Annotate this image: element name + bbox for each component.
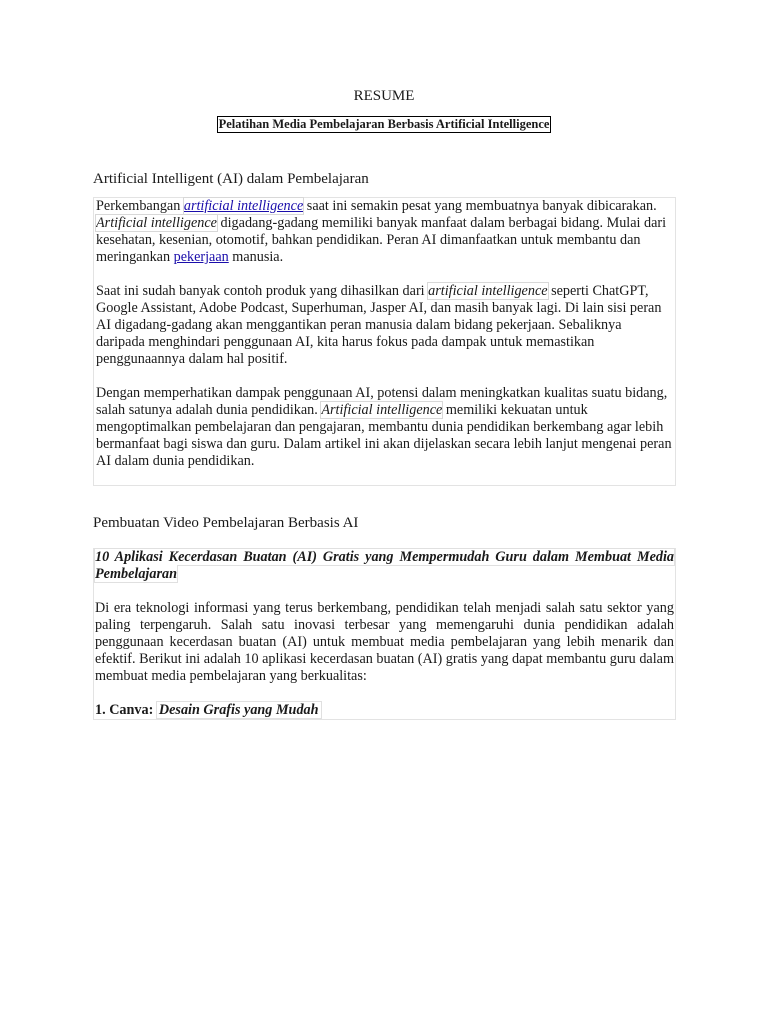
p3-text-b: memiliki kekuatan untuk mengoptimalkan pembelajaran dan pengajaran, membantu dunia pendidikan berkembang agar lebih bermanfaat bagi siswa dan guru. Dalam artikel ini akan dijelaskan secara lebih lanjut mengenai peran AI dalam dunia pendidikan. <box>96 402 672 469</box>
p2-text-b: seperti ChatGPT, Google Assistant, Adobe Podcast, Superhuman, Jasper AI, dan masih banyak lagi. Di lain sisi peran AI digadang-gadang akan menggantikan peran manusia dalam bidang pekerjaan. Sebaliknya daripada menghindari penggunaan AI, kita harus fokus pada dampak untuk memastikan penggunaannya dalam hal positif. <box>96 283 662 367</box>
p1-text-c: digadang-gadang memiliki banyak manfaat dalam berbagai bidang. Mulai dari kesehatan, kesenian, otomotif, bahkan pendidikan. Peran AI dimanfaatkan untuk membantu dan meringankan <box>96 215 667 265</box>
section1-paragraph-1 <box>96 198 673 266</box>
canva-label: 1. Canva: <box>95 702 154 718</box>
section1-paragraph-3 <box>96 385 673 470</box>
document-subtitle: Pelatihan Media Pembelajaran Berbasis Artificial Intelligence <box>218 117 550 131</box>
p1-text-b: saat ini semakin pesat yang membuatnya banyak dibicarakan. <box>303 198 657 214</box>
pekerjaan-link[interactable]: pekerjaan <box>173 249 229 265</box>
p3-italic-term: Artificial intelligence <box>321 402 443 418</box>
section1-heading: Artificial Intelligent (AI) dalam Pembelajaran <box>93 171 369 187</box>
p1-text-a: Perkembangan <box>96 198 184 214</box>
article-title-text: 10 Aplikasi Kecerdasan Buatan (AI) Gratis yang Mempermudah Guru dalam Membuat Media Pembelajaran <box>95 549 674 582</box>
article-paragraph: Di era teknologi informasi yang terus berkembang, pendidikan telah menjadi salah satu sektor yang paling terpengaruh. Salah satu inovasi terbesar yang memengaruhi dunia pendidikan adalah penggunaan kecerdasan buatan (AI) untuk membuat media pembelajaran yang lebih menarik dan efektif. Berikut ini adalah 10 aplikasi kecerdasan buatan (AI) gratis yang dapat membantu guru dalam membuat media pembelajaran yang berkualitas: <box>95 600 674 684</box>
list-item-canva <box>95 702 674 719</box>
p2-italic-term: artificial intelligence <box>428 283 548 299</box>
p1-italic-term: Artificial intelligence <box>96 215 217 231</box>
p3-text-a: Dengan memperhatikan dampak penggunaan AI, potensi dalam meningkatkan kualitas suatu bidang, salah satunya adalah dunia pendidikan. <box>96 385 668 418</box>
article-title <box>95 549 674 583</box>
section2-heading: Pembuatan Video Pembelajaran Berbasis AI <box>93 515 359 531</box>
subtitle-wrapper <box>0 115 768 133</box>
p2-text-a: Saat ini sudah banyak contoh produk yang dihasilkan dari <box>96 283 429 299</box>
canva-subtitle: Desain Grafis yang Mudah <box>158 702 319 718</box>
document-title: RESUME <box>353 88 415 104</box>
p1-text-d: manusia. <box>228 249 284 265</box>
section2-content-box <box>93 548 676 720</box>
section1-content-box <box>93 197 676 486</box>
section1-paragraph-2 <box>96 283 673 368</box>
artificial-intelligence-link[interactable]: artificial intelligence <box>183 198 304 214</box>
